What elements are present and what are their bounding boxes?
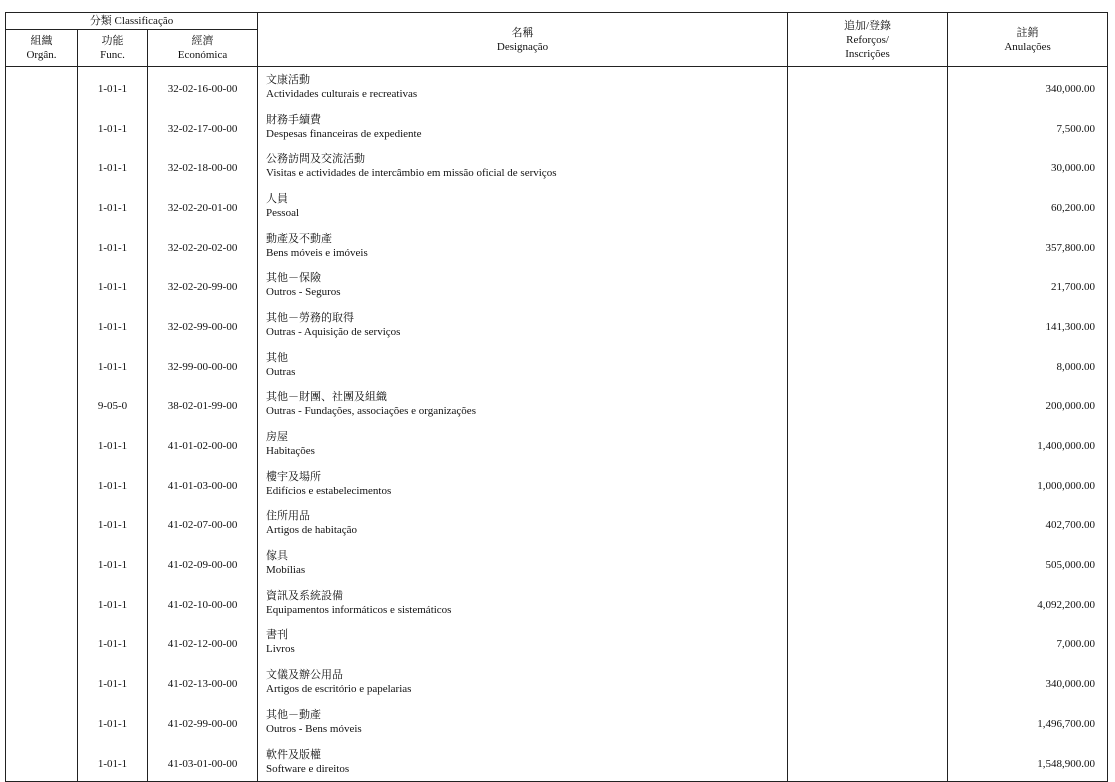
econ-code-cell: 32-02-18-00-00: [148, 146, 258, 186]
anulacoes-cell: 505,000.00: [948, 543, 1108, 583]
designation-zh: 其他－保險: [266, 271, 322, 285]
econ-header: 經濟 Económica: [148, 30, 258, 67]
econ-code-cell: 41-02-12-00-00: [148, 623, 258, 663]
table-row: [6, 107, 1108, 147]
designation-cell: [258, 345, 788, 385]
func-code-cell: 1-01-1: [78, 702, 148, 742]
func-code-cell: 1-01-1: [78, 265, 148, 305]
anulacoes-cell: 141,300.00: [948, 305, 1108, 345]
designation-cell: [258, 226, 788, 266]
econ-code-cell: 41-02-07-00-00: [148, 504, 258, 544]
reforcos-cell: [788, 67, 948, 107]
organ-cell: [6, 265, 78, 305]
reforcos-cell: [788, 583, 948, 623]
designation-cell: [258, 504, 788, 544]
designation-header: 名稱 Designação: [258, 13, 788, 67]
reforcos-cell: [788, 662, 948, 702]
anulacoes-cell: 4,092,200.00: [948, 583, 1108, 623]
econ-code-cell: 41-02-09-00-00: [148, 543, 258, 583]
organ-cell: [6, 146, 78, 186]
econ-code-cell: 41-02-99-00-00: [148, 702, 258, 742]
designation-zh: 其他－動產: [266, 707, 322, 721]
designation-pt: Outras: [266, 365, 296, 378]
table-row: [6, 662, 1108, 702]
anulacoes-cell: 8,000.00: [948, 345, 1108, 385]
func-header: 功能 Func.: [78, 30, 148, 67]
designation-zh: 樓宇及場所: [266, 469, 322, 483]
reforcos-cell: [788, 385, 948, 425]
designation-pt: Artigos de escritório e papelarias: [266, 683, 412, 696]
designation-zh: 住所用品: [266, 509, 311, 523]
reforcos-cell: [788, 543, 948, 583]
organ-cell: [6, 186, 78, 226]
econ-code-cell: 38-02-01-99-00: [148, 385, 258, 425]
organ-cell: [6, 424, 78, 464]
organ-cell: [6, 543, 78, 583]
designation-cell: [258, 464, 788, 504]
reforcos-cell: [788, 345, 948, 385]
table-row: [6, 265, 1108, 305]
organ-cell: [6, 67, 78, 107]
organ-cell: [6, 345, 78, 385]
designation-cell: [258, 623, 788, 663]
designation-pt: Edifícios e estabelecimentos: [266, 484, 392, 497]
organ-cell: [6, 385, 78, 425]
designation-zh: 公務訪問及交流活動: [266, 152, 366, 166]
designation-zh: 其他: [266, 350, 289, 364]
table-row: [6, 146, 1108, 186]
designation-pt: Despesas financeiras de expediente: [266, 127, 422, 140]
econ-code-cell: 32-02-17-00-00: [148, 107, 258, 147]
table-row: [6, 186, 1108, 226]
anulacoes-cell: 402,700.00: [948, 504, 1108, 544]
designation-pt: Mobílias: [266, 564, 306, 577]
econ-code-cell: 32-99-00-00-00: [148, 345, 258, 385]
econ-code-cell: 41-02-13-00-00: [148, 662, 258, 702]
organ-cell: [6, 742, 78, 782]
designation-cell: [258, 702, 788, 742]
reforcos-cell: [788, 226, 948, 266]
organ-cell: [6, 107, 78, 147]
reforcos-cell: [788, 107, 948, 147]
func-code-cell: 1-01-1: [78, 226, 148, 266]
econ-code-cell: 32-02-20-02-00: [148, 226, 258, 266]
designation-pt: Actividades culturais e recreativas: [266, 87, 418, 100]
table-row: [6, 67, 1108, 107]
designation-cell: [258, 662, 788, 702]
designation-zh: 資訊及系統設備: [266, 588, 344, 602]
anulacoes-cell: 7,000.00: [948, 623, 1108, 663]
func-code-cell: 1-01-1: [78, 107, 148, 147]
organ-cell: [6, 583, 78, 623]
reforcos-cell: [788, 623, 948, 663]
designation-zh: 其他－財團、社團及組織: [266, 390, 388, 404]
table-row: [6, 226, 1108, 266]
designation-zh: 書刊: [266, 628, 289, 642]
designation-pt: Artigos de habitação: [266, 524, 358, 537]
anulacoes-cell: 1,496,700.00: [948, 702, 1108, 742]
designation-cell: [258, 146, 788, 186]
designation-pt: Outras - Aquisição de serviços: [266, 325, 401, 338]
designation-cell: [258, 265, 788, 305]
classification-header: 分類 Classificação: [6, 13, 258, 30]
designation-zh: 其他－勞務的取得: [266, 310, 355, 324]
designation-zh: 動產及不動產: [266, 231, 333, 245]
reforcos-cell: [788, 464, 948, 504]
reforcos-cell: [788, 742, 948, 782]
func-code-cell: 1-01-1: [78, 662, 148, 702]
designation-cell: [258, 424, 788, 464]
anulacoes-cell: 357,800.00: [948, 226, 1108, 266]
designation-cell: [258, 107, 788, 147]
econ-code-cell: 41-01-03-00-00: [148, 464, 258, 504]
econ-code-cell: 32-02-16-00-00: [148, 67, 258, 107]
econ-code-cell: 41-01-02-00-00: [148, 424, 258, 464]
table-row: [6, 583, 1108, 623]
reforcos-cell: [788, 146, 948, 186]
func-code-cell: 1-01-1: [78, 186, 148, 226]
table-row: [6, 464, 1108, 504]
table-row: [6, 345, 1108, 385]
designation-zh: 房屋: [266, 430, 289, 444]
organ-cell: [6, 464, 78, 504]
table-row: [6, 623, 1108, 663]
organ-cell: [6, 662, 78, 702]
table-row: [6, 742, 1108, 782]
reforcos-cell: [788, 186, 948, 226]
designation-zh: 文康活動: [266, 72, 311, 86]
anulacoes-cell: 1,400,000.00: [948, 424, 1108, 464]
func-code-cell: 1-01-1: [78, 305, 148, 345]
econ-code-cell: 41-03-01-00-00: [148, 742, 258, 782]
anulacoes-cell: 340,000.00: [948, 662, 1108, 702]
organ-cell: [6, 305, 78, 345]
func-code-cell: 1-01-1: [78, 424, 148, 464]
designation-zh: 人員: [266, 191, 289, 205]
table-row: [6, 385, 1108, 425]
func-code-cell: 1-01-1: [78, 543, 148, 583]
func-code-cell: 1-01-1: [78, 146, 148, 186]
table-row: [6, 543, 1108, 583]
organ-cell: [6, 226, 78, 266]
anulacoes-cell: 340,000.00: [948, 67, 1108, 107]
table-row: [6, 702, 1108, 742]
reforcos-header: 追加/登錄 Reforços/ Inscrições: [788, 13, 948, 67]
econ-code-cell: 32-02-20-01-00: [148, 186, 258, 226]
designation-cell: [258, 543, 788, 583]
designation-pt: Outras - Fundações, associações e organizações: [266, 405, 476, 418]
designation-pt: Visitas e actividades de intercâmbio em missão oficial de serviços: [266, 167, 557, 180]
designation-cell: [258, 186, 788, 226]
organ-cell: [6, 623, 78, 663]
designation-pt: Bens móveis e imóveis: [266, 246, 368, 259]
econ-code-cell: 41-02-10-00-00: [148, 583, 258, 623]
organ-cell: [6, 702, 78, 742]
designation-pt: Livros: [266, 643, 295, 656]
func-code-cell: 1-01-1: [78, 742, 148, 782]
designation-cell: [258, 385, 788, 425]
anulacoes-cell: 200,000.00: [948, 385, 1108, 425]
designation-zh: 文儀及辦公用品: [266, 668, 344, 682]
designation-pt: Outros - Seguros: [266, 286, 341, 299]
econ-code-cell: 32-02-99-00-00: [148, 305, 258, 345]
reforcos-cell: [788, 265, 948, 305]
func-code-cell: 1-01-1: [78, 464, 148, 504]
designation-pt: Equipamentos informáticos e sistemáticos: [266, 603, 452, 616]
designation-pt: Pessoal: [266, 206, 300, 219]
anulacoes-cell: 1,000,000.00: [948, 464, 1108, 504]
table-row: [6, 305, 1108, 345]
reforcos-cell: [788, 305, 948, 345]
budget-table: [5, 12, 1108, 782]
anulacoes-cell: 21,700.00: [948, 265, 1108, 305]
budget-table-page: [5, 12, 1107, 782]
designation-pt: Software e direitos: [266, 762, 350, 775]
func-code-cell: 1-01-1: [78, 504, 148, 544]
table-row: [6, 504, 1108, 544]
anulacoes-cell: 60,200.00: [948, 186, 1108, 226]
reforcos-cell: [788, 702, 948, 742]
designation-cell: [258, 583, 788, 623]
anulacoes-header: 註銷 Anulações: [948, 13, 1108, 67]
func-code-cell: 1-01-1: [78, 345, 148, 385]
func-code-cell: 1-01-1: [78, 583, 148, 623]
table-body: [6, 67, 1108, 782]
designation-cell: [258, 67, 788, 107]
designation-zh: 傢具: [266, 549, 289, 563]
anulacoes-cell: 30,000.00: [948, 146, 1108, 186]
table-row: [6, 424, 1108, 464]
designation-pt: Habitações: [266, 445, 315, 458]
func-code-cell: 1-01-1: [78, 67, 148, 107]
designation-cell: [258, 305, 788, 345]
designation-zh: 軟件及版權: [266, 747, 322, 761]
designation-zh: 財務手續費: [266, 112, 322, 126]
organ-cell: [6, 504, 78, 544]
func-code-cell: 1-01-1: [78, 623, 148, 663]
anulacoes-cell: 7,500.00: [948, 107, 1108, 147]
func-code-cell: 9-05-0: [78, 385, 148, 425]
designation-cell: [258, 742, 788, 782]
reforcos-cell: [788, 504, 948, 544]
organ-header: 組織 Orgân.: [6, 30, 78, 67]
anulacoes-cell: 1,548,900.00: [948, 742, 1108, 782]
designation-pt: Outros - Bens móveis: [266, 722, 362, 735]
reforcos-cell: [788, 424, 948, 464]
econ-code-cell: 32-02-20-99-00: [148, 265, 258, 305]
